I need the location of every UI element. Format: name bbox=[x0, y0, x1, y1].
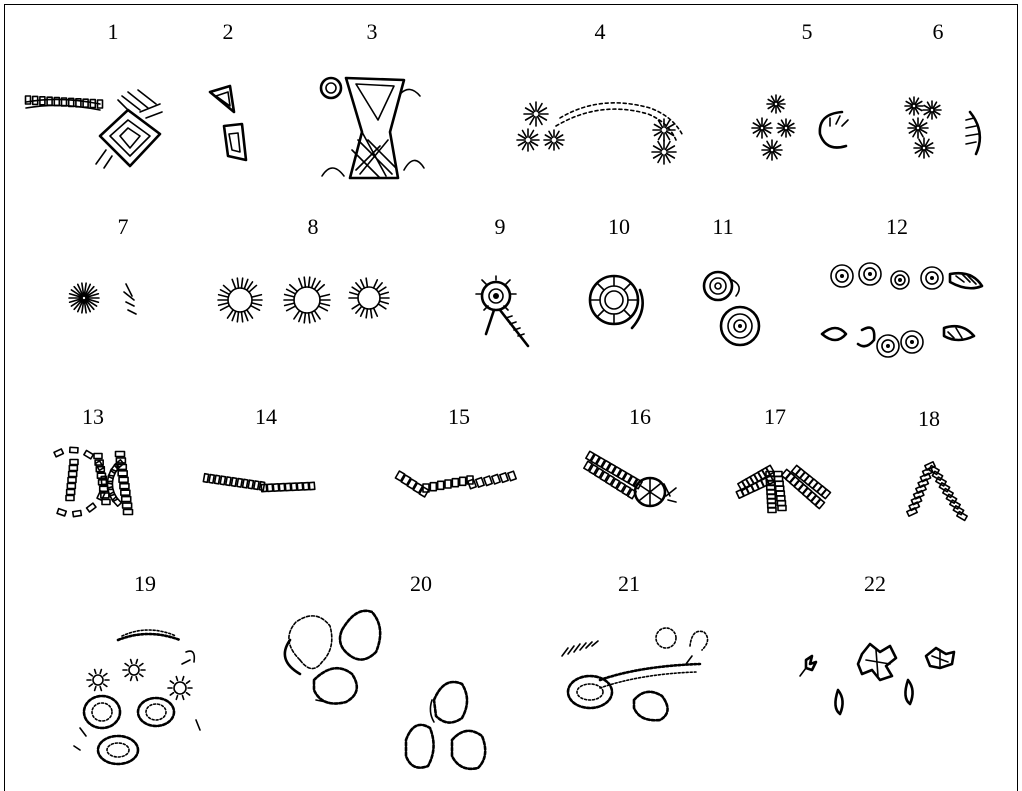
concentric-rayed-circle-icon bbox=[590, 276, 643, 328]
nested-block-arcs-icon bbox=[54, 447, 132, 516]
three-rayed-circles-icon bbox=[218, 277, 389, 323]
figure-label-4: 4 bbox=[594, 19, 606, 44]
figure-label-11: 11 bbox=[712, 214, 734, 239]
block-v-chain-icon bbox=[395, 471, 516, 497]
stacked-suns-and-hatched-arc-icon bbox=[905, 97, 980, 158]
leaf-shapes-icon bbox=[800, 644, 954, 714]
circle-on-stick-icon bbox=[476, 276, 528, 346]
figure-label-13: 13 bbox=[82, 404, 104, 429]
figure-label-20: 20 bbox=[410, 571, 432, 596]
block-line-with-wheel-icon bbox=[584, 451, 676, 506]
trapezoid-with-circles-icon bbox=[321, 78, 424, 178]
figure-label-17: 17 bbox=[764, 404, 786, 429]
figure-label-14: 14 bbox=[255, 404, 277, 429]
figure-label-6: 6 bbox=[932, 19, 944, 44]
two-spirals-icon bbox=[704, 272, 759, 345]
figure-label-22: 22 bbox=[864, 571, 886, 596]
figure-label-7: 7 bbox=[117, 214, 129, 239]
figure-label-12: 12 bbox=[886, 214, 908, 239]
dotted-ovals-and-dashes-icon bbox=[562, 628, 708, 720]
figure-label-8: 8 bbox=[307, 214, 319, 239]
figure-label-10: 10 bbox=[608, 214, 630, 239]
figure-label-18: 18 bbox=[918, 406, 940, 431]
figure-label-2: 2 bbox=[222, 19, 234, 44]
block-wave-icon bbox=[203, 474, 314, 492]
angular-fragments-icon bbox=[210, 86, 246, 160]
figure-label-5: 5 bbox=[801, 19, 813, 44]
single-sunburst-icon bbox=[69, 283, 136, 314]
figure-label-21: 21 bbox=[618, 571, 640, 596]
dotted-ovals-and-stars-icon bbox=[74, 630, 200, 764]
block-chevron-icon bbox=[907, 462, 967, 521]
sun-cluster-and-open-circle-icon bbox=[752, 95, 848, 160]
figure-label-3: 3 bbox=[366, 19, 378, 44]
rows-of-spirals-icon bbox=[822, 263, 982, 357]
figure-label-15: 15 bbox=[448, 404, 470, 429]
figure-label-9: 9 bbox=[494, 214, 506, 239]
figure-label-19: 19 bbox=[134, 571, 156, 596]
figure-label-1: 1 bbox=[107, 19, 119, 44]
dotted-lobes-icon bbox=[285, 611, 485, 769]
diamond-with-block-chain-icon bbox=[26, 90, 163, 168]
figure-label-16: 16 bbox=[629, 404, 651, 429]
arc-of-rays-and-dots-icon bbox=[517, 102, 682, 164]
fanned-block-lines-icon bbox=[736, 465, 830, 512]
